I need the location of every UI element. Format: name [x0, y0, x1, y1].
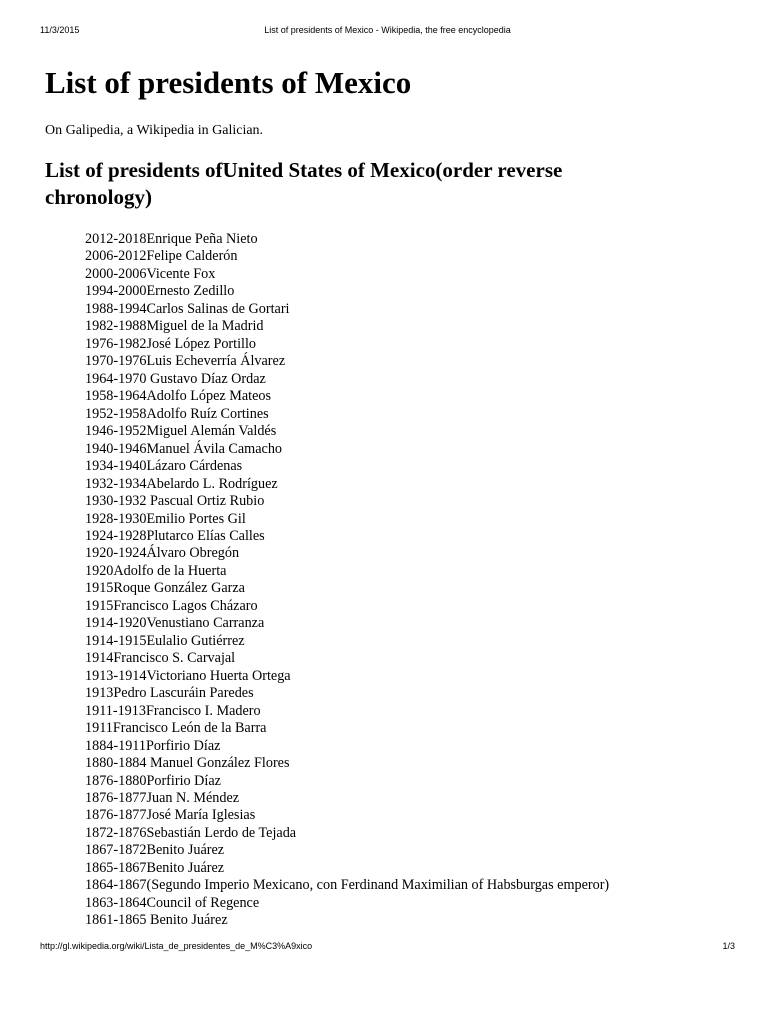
president-list-item: 1914-1920Venustiano Carranza: [85, 615, 265, 632]
president-list-item: 1988-1994Carlos Salinas de Gortari: [85, 300, 290, 317]
president-list-item: 1880-1884 Manuel González Flores: [85, 755, 290, 772]
president-list-item: 1876-1877Juan N. Méndez: [85, 790, 240, 806]
president-list-item: 1994-2000Ernesto Zedillo: [85, 283, 235, 300]
president-list-item: 1924-1928Plutarco Elías Calles: [85, 527, 265, 544]
president-list-item: 2012-2018Enrique Peña Nieto: [85, 231, 258, 247]
president-list-item: 1930-1932 Pascual Ortiz Rubio: [85, 493, 265, 510]
section-heading: List of presidents ofUnited States of Mexico(order reverse chronology): [45, 158, 563, 209]
president-list-item: 1915Francisco Lagos Cházaro: [85, 597, 258, 614]
president-list-item: 1920Adolfo de la Huerta: [85, 562, 227, 579]
president-list-item: 1914Francisco S. Carvajal: [85, 650, 236, 667]
president-list-item: 1867-1872Benito Juárez: [85, 842, 225, 859]
president-list-item: 1863-1864Council of Regence: [85, 894, 260, 911]
print-footer: [40, 941, 735, 955]
president-list-item: 1876-1877José María Iglesias: [85, 807, 256, 824]
president-list-item: 1920-1924Álvaro Obregón: [85, 545, 240, 562]
president-list-item: 2000-2006Vicente Fox: [85, 265, 216, 282]
president-list-item: 1865-1867Benito Juárez: [85, 859, 225, 876]
president-list-item: 1932-1934Abelardo L. Rodríguez: [85, 475, 278, 492]
page-title: List of presidents of Mexico: [45, 65, 412, 100]
president-list-item: 1884-1911Porfirio Díaz: [85, 737, 221, 754]
president-list-item: 1915Roque González Garza: [85, 580, 245, 597]
president-list-item: 1946-1952Miguel Alemán Valdés: [85, 423, 277, 440]
president-list-item: 1911-1913Francisco I. Madero: [85, 702, 261, 719]
president-list-item: 1958-1964Adolfo López Mateos: [85, 388, 271, 405]
president-list-item: 1976-1982José López Portillo: [85, 335, 257, 352]
president-list-item: 1864-1867(Segundo Imperio Mexicano, con Ferdinand Maximilian of Habsburgas emperor): [85, 877, 610, 894]
print-header: [40, 25, 735, 39]
print-page-title: List of presidents of Mexico - Wikipedia, the free encyclopedia: [264, 25, 511, 35]
president-list-item: 1913Pedro Lascuráin Paredes: [85, 685, 254, 702]
president-list-item: 1952-1958Adolfo Ruíz Cortines: [85, 405, 269, 422]
president-list-item: 1914-1915Eulalio Gutiérrez: [85, 632, 245, 649]
intro-text: On Galipedia, a Wikipedia in Galician.: [45, 123, 264, 138]
president-list-item: 1913-1914Victoriano Huerta Ortega: [85, 667, 291, 684]
president-list-item: 1982-1988Miguel de la Madrid: [85, 318, 264, 335]
president-list-item: 1928-1930Emilio Portes Gil: [85, 510, 246, 527]
president-list-item: 1911Francisco León de la Barra: [85, 720, 267, 737]
president-list-item: 1872-1876Sebastián Lerdo de Tejada: [85, 824, 297, 841]
president-list-item: 1876-1880Porfirio Díaz: [85, 772, 221, 789]
president-list-item: 1934-1940Lázaro Cárdenas: [85, 458, 243, 475]
president-list-item: 1964-1970 Gustavo Díaz Ordaz: [85, 370, 266, 387]
page-url: http://gl.wikipedia.org/wiki/Lista_de_presidentes_de_M%C3%A9xico: [40, 941, 313, 951]
president-list-item: 1940-1946Manuel Ávila Camacho: [85, 440, 283, 457]
presidents-list: [85, 231, 609, 930]
page-number: 1/3: [722, 941, 735, 951]
president-list-item: 1970-1976Luis Echeverría Álvarez: [85, 353, 286, 370]
president-list-item: 1861-1865 Benito Juárez: [85, 912, 228, 929]
print-date: 11/3/2015: [40, 25, 80, 35]
president-list-item: 2006-2012Felipe Calderón: [85, 248, 238, 265]
